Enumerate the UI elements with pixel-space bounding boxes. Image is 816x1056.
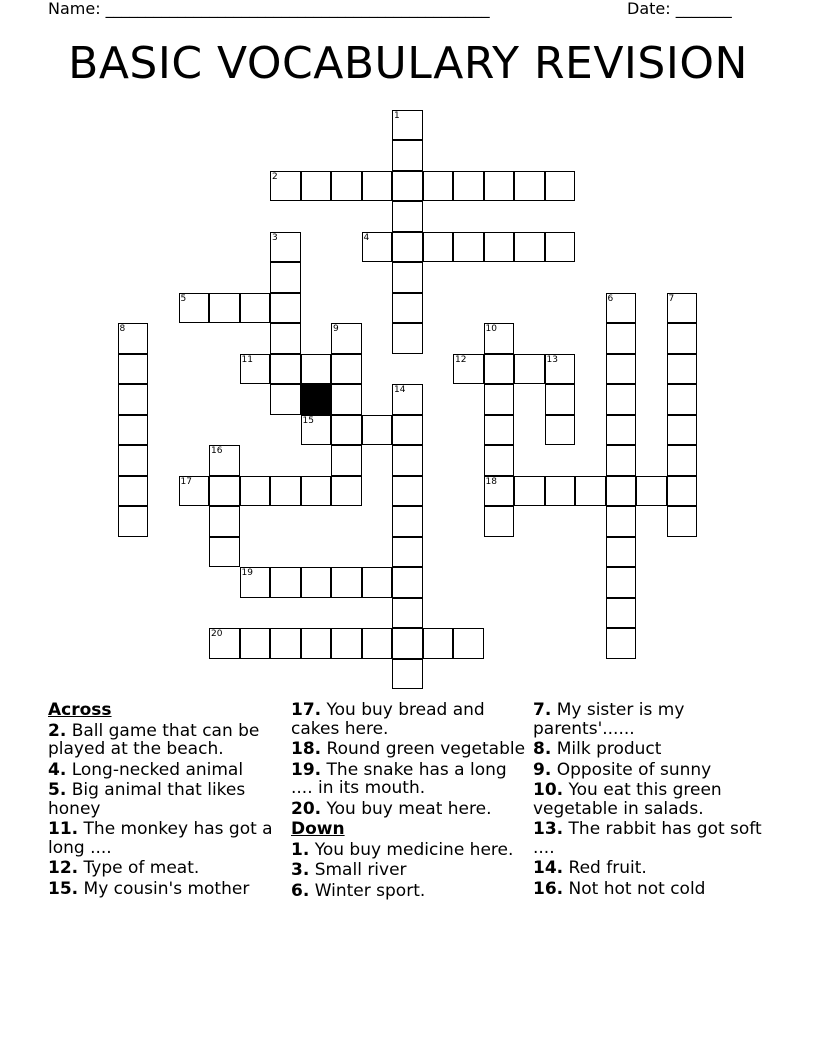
clue-text: Type of meat. (78, 858, 200, 878)
answer-cell[interactable] (392, 537, 423, 568)
down-clue-list-continued (533, 701, 769, 898)
answer-cell[interactable] (606, 384, 637, 415)
clue-item (48, 820, 284, 857)
answer-cell[interactable] (606, 476, 637, 507)
answer-cell[interactable] (606, 506, 637, 537)
clue-number: 15 (302, 415, 314, 426)
answer-cell[interactable] (667, 476, 698, 507)
answer-cell[interactable] (484, 171, 515, 202)
clue-text: Milk product (551, 739, 662, 759)
answer-cell[interactable] (606, 445, 637, 476)
clue-item (291, 701, 527, 738)
clue-item (48, 722, 284, 759)
answer-cell[interactable] (667, 384, 698, 415)
answer-cell[interactable] (606, 323, 637, 354)
answer-cell[interactable] (392, 415, 423, 446)
answer-cell[interactable] (270, 323, 301, 354)
answer-cell[interactable] (423, 232, 454, 263)
clue-number: 10 (485, 324, 497, 334)
answer-cell[interactable] (392, 567, 423, 598)
clue-number-label: 11. (48, 819, 79, 839)
answer-cell[interactable] (270, 354, 301, 385)
clue-text: Red fruit. (563, 858, 647, 878)
answer-cell[interactable] (392, 232, 423, 263)
answer-cell[interactable] (270, 567, 301, 598)
answer-cell[interactable] (392, 506, 423, 537)
clue-number-label: 9. (533, 759, 552, 780)
clue-text: The snake has a long .... in its mouth. (291, 759, 507, 798)
answer-cell[interactable] (270, 384, 301, 415)
answer-cell[interactable] (514, 232, 545, 263)
answer-cell[interactable] (301, 476, 332, 507)
answer-cell[interactable] (270, 628, 301, 659)
answer-cell[interactable] (484, 445, 515, 476)
answer-cell[interactable] (209, 506, 240, 537)
across-heading: Across (48, 700, 112, 720)
answer-cell[interactable] (362, 171, 393, 202)
answer-cell[interactable] (392, 262, 423, 293)
clue-number-label: 5. (48, 780, 67, 800)
answer-cell[interactable] (453, 628, 484, 659)
clue-number-label: 17. (291, 700, 322, 720)
answer-cell[interactable] (270, 262, 301, 293)
answer-cell[interactable] (392, 659, 423, 690)
answer-cell[interactable] (118, 445, 149, 476)
answer-cell[interactable] (667, 506, 698, 537)
clue-number: 8 (119, 324, 126, 334)
clue-text: The rabbit has got soft .... (533, 819, 762, 858)
clue-item (291, 740, 527, 759)
clue-item (291, 841, 527, 860)
clue-item (533, 701, 769, 738)
clue-number-label: 13. (533, 819, 564, 839)
answer-cell[interactable] (392, 140, 423, 171)
answer-cell[interactable] (484, 415, 515, 446)
down-clue-list (291, 841, 527, 901)
answer-cell[interactable] (606, 537, 637, 568)
answer-cell[interactable] (362, 567, 393, 598)
clue-text: You buy bread and cakes here. (291, 700, 485, 739)
clue-item (48, 880, 284, 899)
answer-cell[interactable] (209, 293, 240, 324)
clue-number-label: 8. (533, 739, 552, 759)
clue-number-label: 20. (291, 798, 322, 819)
date-label: Date: _______ (627, 0, 732, 18)
answer-cell[interactable] (514, 476, 545, 507)
answer-cell[interactable] (392, 323, 423, 354)
clue-text: The monkey has got a long .... (48, 819, 273, 858)
answer-cell[interactable] (209, 537, 240, 568)
clue-text: You buy medicine here. (309, 839, 514, 860)
clue-number-label: 19. (291, 759, 322, 780)
clue-text: Ball game that can be played at the beach. (48, 720, 260, 759)
answer-cell[interactable] (606, 354, 637, 385)
clue-item (291, 761, 527, 798)
across-clue-list-continued (291, 701, 527, 818)
clue-number: 11 (241, 354, 253, 365)
answer-cell[interactable] (331, 628, 362, 659)
clue-item (48, 761, 284, 780)
clue-number: 20 (211, 629, 223, 639)
clue-text: Long-necked animal (66, 759, 244, 780)
clue-text: You buy meat here. (321, 798, 492, 819)
clue-number-label: 15. (48, 878, 79, 899)
answer-cell[interactable] (362, 628, 393, 659)
clue-number: 4 (363, 232, 370, 243)
answer-cell[interactable] (453, 171, 484, 202)
clue-number-label: 10. (533, 780, 564, 800)
clue-text: My cousin's mother (78, 878, 250, 899)
clue-number-label: 14. (533, 858, 564, 878)
clue-number: 3 (272, 232, 278, 243)
clue-text: You eat this green vegetable in salads. (533, 780, 722, 819)
clue-text: Winter sport. (309, 880, 426, 901)
answer-cell[interactable] (606, 598, 637, 629)
answer-cell[interactable] (484, 354, 515, 385)
clue-text: Not hot not cold (563, 878, 706, 899)
answer-cell[interactable] (270, 476, 301, 507)
clue-text: My sister is my parents'...... (533, 700, 685, 739)
answer-cell[interactable] (484, 384, 515, 415)
answer-cell[interactable] (331, 567, 362, 598)
clue-number-label: 18. (291, 739, 322, 759)
answer-cell[interactable] (240, 476, 271, 507)
clue-number-label: 3. (291, 860, 310, 880)
clue-number: 14 (394, 385, 406, 395)
answer-cell[interactable] (392, 171, 423, 202)
answer-cell[interactable] (484, 232, 515, 263)
clue-number: 19 (241, 568, 253, 578)
answer-cell[interactable] (423, 171, 454, 202)
across-clue-list (48, 722, 284, 899)
answer-cell[interactable] (270, 293, 301, 324)
answer-cell[interactable] (209, 476, 240, 507)
clue-number-label: 4. (48, 759, 67, 780)
page-title: BASIC VOCABULARY REVISION (68, 38, 748, 89)
answer-cell[interactable] (514, 354, 545, 385)
answer-cell[interactable] (453, 232, 484, 263)
clue-number: 16 (211, 446, 223, 456)
answer-cell[interactable] (301, 171, 332, 202)
answer-cell[interactable] (392, 201, 423, 232)
clue-item (533, 781, 769, 818)
clue-number: 7 (668, 293, 675, 304)
clue-text: Round green vegetable (321, 739, 526, 759)
answer-cell[interactable] (301, 628, 332, 659)
answer-cell[interactable] (514, 171, 545, 202)
clue-text: Big animal that likes honey (48, 780, 246, 819)
clues-column-3 (533, 701, 769, 900)
answer-cell[interactable] (667, 415, 698, 446)
down-heading: Down (291, 819, 345, 839)
answer-cell[interactable] (545, 415, 576, 446)
clue-number-label: 2. (48, 720, 67, 741)
answer-cell[interactable] (240, 628, 271, 659)
blocked-cell (301, 384, 332, 415)
answer-cell[interactable] (301, 354, 332, 385)
clue-item (48, 859, 284, 878)
answer-cell[interactable] (331, 415, 362, 446)
answer-cell[interactable] (606, 415, 637, 446)
clue-number: 6 (607, 293, 614, 304)
clue-item (533, 761, 769, 780)
answer-cell[interactable] (240, 293, 271, 324)
answer-cell[interactable] (545, 171, 576, 202)
clue-item (533, 740, 769, 759)
answer-cell[interactable] (545, 476, 576, 507)
clues-column-2 (291, 701, 527, 902)
answer-cell[interactable] (392, 293, 423, 324)
clue-number-label: 16. (533, 878, 564, 899)
answer-cell[interactable] (118, 384, 149, 415)
clue-number: 5 (180, 293, 187, 304)
answer-cell[interactable] (118, 476, 149, 507)
answer-cell[interactable] (118, 354, 149, 385)
answer-cell[interactable] (331, 354, 362, 385)
clue-number-label: 6. (291, 880, 310, 901)
clue-number-label: 7. (533, 700, 552, 720)
clue-item (48, 781, 284, 818)
clue-number: 1 (394, 110, 400, 121)
clue-text: Opposite of sunny (551, 759, 712, 780)
clue-number: 9 (333, 324, 339, 334)
clue-item (533, 820, 769, 857)
answer-cell[interactable] (331, 384, 362, 415)
answer-cell[interactable] (636, 476, 667, 507)
clue-number: 13 (546, 354, 558, 365)
clue-number: 18 (485, 476, 497, 487)
answer-cell[interactable] (606, 567, 637, 598)
clue-item (291, 800, 527, 819)
answer-cell[interactable] (667, 354, 698, 385)
answer-cell[interactable] (301, 567, 332, 598)
answer-cell[interactable] (118, 506, 149, 537)
answer-cell[interactable] (392, 598, 423, 629)
answer-cell[interactable] (667, 445, 698, 476)
clue-number-label: 1. (291, 839, 310, 860)
answer-cell[interactable] (362, 415, 393, 446)
answer-cell[interactable] (392, 628, 423, 659)
clue-number: 2 (272, 171, 278, 182)
answer-cell[interactable] (392, 476, 423, 507)
clue-item (533, 880, 769, 899)
answer-cell[interactable] (392, 445, 423, 476)
clue-text: Small river (309, 860, 407, 880)
answer-cell[interactable] (423, 628, 454, 659)
clue-item (291, 861, 527, 880)
answer-cell[interactable] (606, 628, 637, 659)
clue-number: 12 (455, 354, 467, 365)
clue-number-label: 12. (48, 858, 79, 878)
name-label: Name: ________________________________________________ (48, 0, 490, 18)
answer-cell[interactable] (331, 171, 362, 202)
clue-item (291, 882, 527, 901)
clues-column-1 (48, 701, 284, 900)
answer-cell[interactable] (118, 415, 149, 446)
clue-item (533, 859, 769, 878)
answer-cell[interactable] (545, 384, 576, 415)
answer-cell[interactable] (484, 506, 515, 537)
answer-cell[interactable] (331, 445, 362, 476)
clue-number: 17 (180, 476, 192, 487)
answer-cell[interactable] (575, 476, 606, 507)
answer-cell[interactable] (545, 232, 576, 263)
answer-cell[interactable] (667, 323, 698, 354)
answer-cell[interactable] (331, 476, 362, 507)
